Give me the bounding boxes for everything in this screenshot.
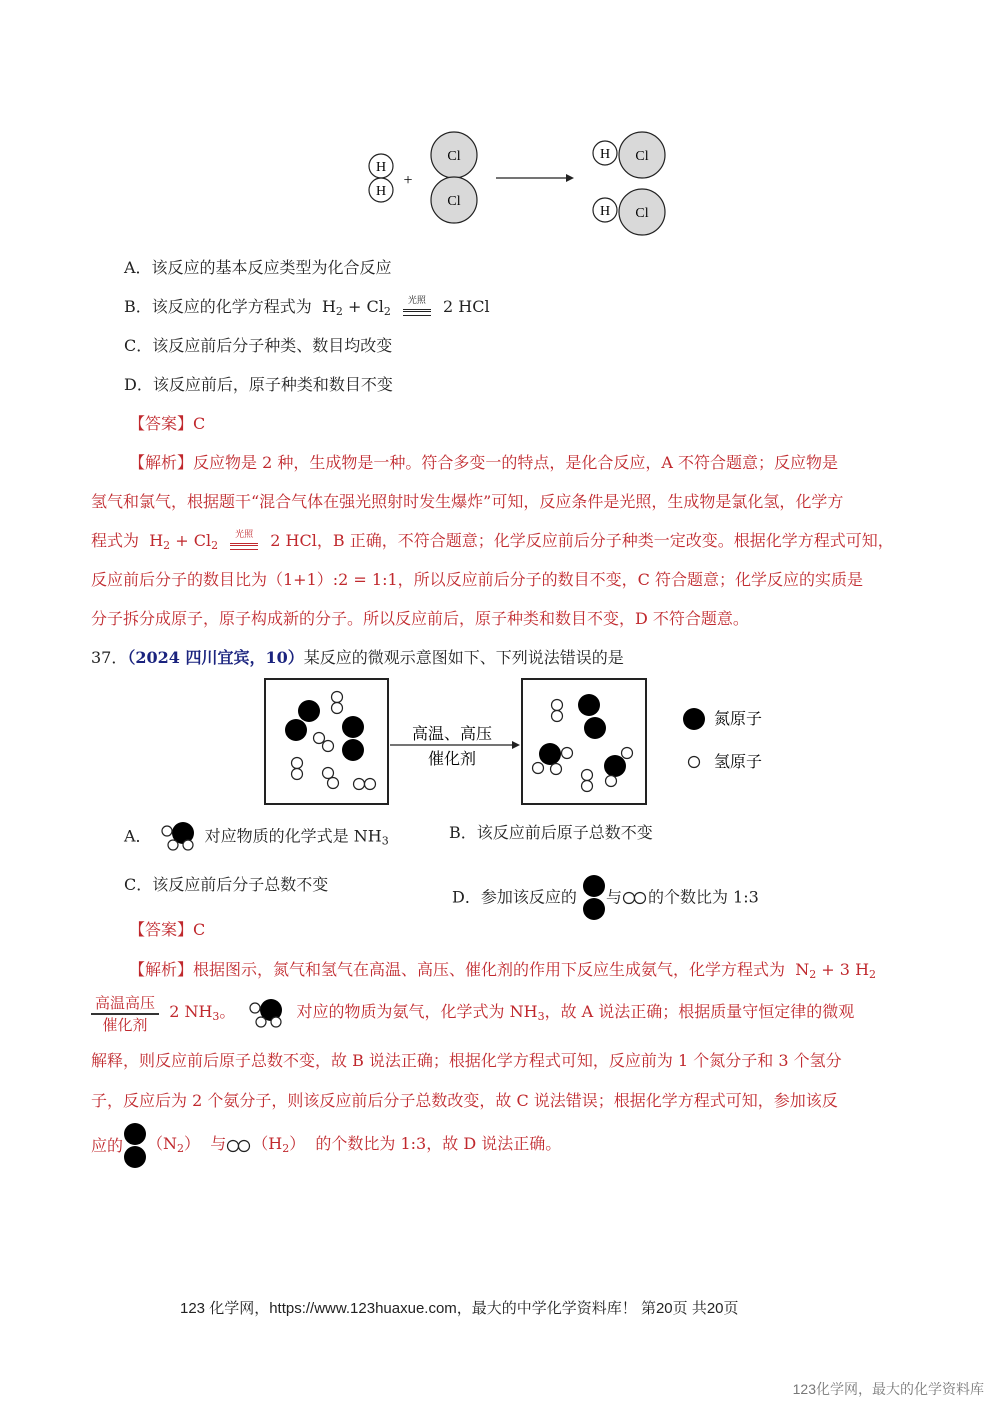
q37-option-c: C．该反应前后分子总数不变: [124, 875, 329, 894]
legend-hydrogen: 氢原子: [714, 754, 763, 771]
q37-option-b: B．该反应前后原子总数不变: [449, 823, 653, 842]
h-atom-label: H: [375, 184, 387, 199]
q36-analysis-line: 程式为 $H_2 + Cl_2$ 光照 2 HCl，B 正确，不符合题意；化学反应前后分子种类一定改变。根据化学方程式可知，: [91, 529, 894, 552]
n2-molecule-icon: [582, 874, 606, 922]
q37-analysis-line: 【解析】根据图示，氮气和氢气在高温、高压、催化剂的作用下反应生成氨气，化学方程式为 $N_2 + 3$ $H_2$: [129, 960, 877, 981]
cl-atom-label: Cl: [447, 149, 461, 164]
h2-molecule-icon: [622, 891, 648, 905]
q36-analysis-line: 氢气和氯气，根据题干“混合气体在强光照射时发生爆炸”可知，反应条件是光照，生成物是氯化氢，化学方: [91, 492, 844, 511]
condition-bottom: 催化剂: [427, 751, 477, 768]
nh3-synthesis-diagram: [264, 678, 784, 808]
nh3-molecule-icon: [159, 822, 203, 852]
h2-molecule-icon: [226, 1139, 252, 1153]
cl-atom-label: Cl: [635, 206, 649, 221]
legend-nitrogen: 氮原子: [714, 711, 763, 728]
condition-top: 高温、高压: [411, 726, 493, 743]
q37-analysis-line: $\frac{\text{高温高压}}{\text{催化剂}}$ 2 $NH_3$。 对应的物质为氨气，化学式为 $NH_3$，故 A 说法正确；根据质量守恒定律的微观: [91, 993, 854, 1033]
q36-option-d: D．该反应前后，原子种类和数目不变: [124, 375, 393, 394]
h-atom-label: H: [599, 204, 611, 219]
q36-analysis-line: 反应前后分子的数目比为（1+1）:2 = 1:1，所以反应前后分子的数目不变，C 符合题意；化学反应的实质是: [91, 570, 863, 589]
q36-answer: 【答案】C: [129, 414, 206, 433]
q37-option-a: A． 对应物质的化学式是 $NH_3$: [124, 822, 389, 853]
q36-analysis-line: 分子拆分成原子，原子构成新的分子。所以反应前后，原子种类和数目不变，D 不符合题意。: [91, 609, 749, 628]
watermark: 123化学网，最大的化学资料库: [792, 1381, 984, 1397]
q37-analysis-line: 子，反应后为 2 个氨分子，则该反应前后分子总数改变，故 C 说法错误；根据化学方程式可知，参加该反: [91, 1091, 838, 1110]
q36-option-c: C．该反应前后分子种类、数目均改变: [124, 336, 393, 355]
cl-atom-label: Cl: [635, 149, 649, 164]
condition-fraction: $\frac{\text{高温高压}}{\text{催化剂}}$: [91, 993, 159, 1035]
q37-stem: 37．（2024 四川宜宾，10）某反应的微观示意图如下、下列说法错误的是: [91, 648, 624, 667]
q36-option-b: B．该反应的化学方程式为 $H_2 + Cl_2$ 光照 2 HCl: [124, 295, 490, 318]
h2-cl2-reaction-diagram: [360, 128, 680, 238]
cl-atom-label: Cl: [447, 194, 461, 209]
q37-analysis-line: 应的 $(N_2)$ 与 $(H_2)$ 的个数比为 1:3，故 D 说法正确。: [91, 1122, 561, 1172]
q36-option-a: A．该反应的基本反应类型为化合反应: [124, 258, 392, 277]
n2-molecule-icon: [123, 1122, 147, 1170]
nh3-molecule-icon: [247, 999, 291, 1029]
q36-analysis-line: 【解析】反应物是 2 种，生成物是一种。符合多变一的特点，是化合反应，A 不符合题意；反应物是: [129, 453, 839, 472]
h-atom-label: H: [375, 160, 387, 175]
page-footer: 123 化学网，https://www.123huaxue.com，最大的中学化学资料库！ 第20页 共20页: [180, 1300, 739, 1317]
h-atom-label: H: [599, 147, 611, 162]
plus-sign: +: [403, 172, 413, 189]
q37-option-d: D．参加该反应的 与 的个数比为 1:3: [452, 874, 759, 922]
q37-analysis-line: 解释，则反应前后原子总数不变，故 B 说法正确；根据化学方程式可知，反应前为 1 个氮分子和 3 个氢分: [91, 1051, 842, 1070]
q37-answer: 【答案】C: [129, 920, 206, 939]
